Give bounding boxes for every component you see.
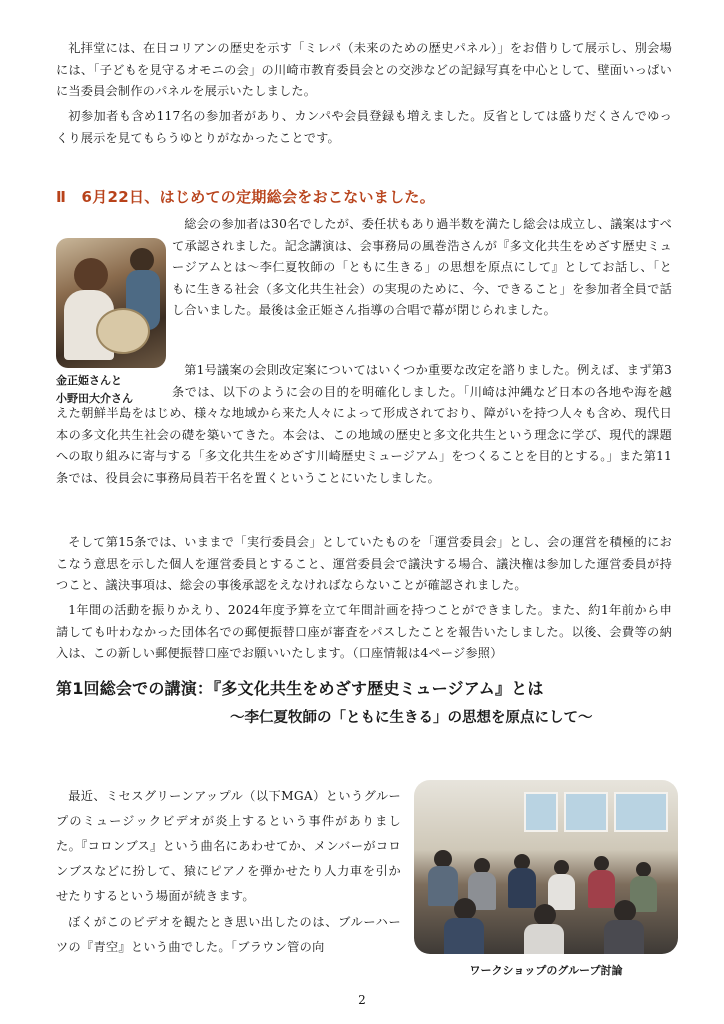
intro-paragraph-2: 初参加者も含め117名の参加者があり、カンパや会員登録も増えました。反省としては盛りだくさんでゆっくり展示を見てもらうゆとりがなかったことです。 [56, 109, 672, 145]
intro-paragraph-1: 礼拝堂には、在日コリアンの歴史を示す「ミレパ（未来のための歴史パネル）」をお借りして展示し、別会場には、「子どもを見守るオモニの会」の川崎市教育委員会との交渉などの記録写真を中心として、壁面いっぱいに当委員会制作のパネルを展示いたしました。 [56, 41, 672, 98]
section1-paragraph-1-text: 総会の参加者は30名でしたが、委任状もあり過半数を満たし総会は成立し、議案はすべて承認されました。記念講演は、会事務局の風巻浩さんが『多文化共生をめざす歴史ミュージアムとは〜李仁夏牧師の「ともに生きる」の思想を原点にして』としてお話し、「ともに生きる社会（多文化共生社会）の実現のために、今、できること」を参加者全員で話し合いました。最後は金正姫さん指導の合唱で幕が閉じられました。 [172, 217, 672, 317]
photo-figure [614, 900, 636, 922]
photo-window [614, 792, 668, 832]
photo-figure [444, 918, 484, 954]
section1-paragraph-2 [56, 360, 672, 489]
section2-heading: 第1回総会での講演：『多文化共生をめざす歴史ミュージアム』とは [56, 679, 544, 698]
section2-paragraph-2: ぼくがこのビデオを観たとき思い出したのは、ブルーハーツの『青空』という曲でした。「ブラウン管の向 [56, 915, 401, 954]
workshop-photo [414, 780, 678, 954]
section1-paragraph-2-text: 第1号議案の会則改定案についてはいくつか重要な改定を諮りました。例えば、まず第3条では、以下のように会の目的を明確化しました。「川崎は沖縄など日本の各地や海を越えた朝鮮半島をはじめ、様々な地域から来た人々によって形成されており、障がいを持つ人々も含め、現代日本の多文化共生社会の礎を築いてきた。本会は、この地域の歴史と多文化共生という理念に学び、現代的課題への取り組みに寄与する「多文化共生をめざす川崎歴史ミュージアム」をつくることを目的とする。」また第11条では、役員会に事務局員若干名を置くということにいたしました。 [56, 363, 672, 485]
section1-paragraph-1 [56, 214, 672, 354]
photo-figure [554, 860, 569, 875]
photo-figure [588, 870, 615, 908]
section2-subheading: 〜李仁夏牧師の「ともに生きる」の思想を原点にして〜 [230, 710, 593, 726]
photo-figure [534, 904, 556, 926]
page-number: 2 [358, 993, 366, 1007]
section1-paragraph-4: 1年間の活動を振りかえり、2024年度予算を立て年間計画を持つことができました。また、約1年前から申請しても叶わなかった団体名での郵便振替口座が審査をパスしたことを報告いたしました。以後、会費等の納入は、この新しい郵便振替口座でお願いいたします。（口座情報は4ページ参照） [56, 603, 672, 660]
photo-figure [594, 856, 609, 871]
caption-line-2: 小野田大介さん [56, 392, 133, 405]
section2-paragraph-1: 最近、ミセスグリーンアップル（以下MGA）というグループのミュージックビデオが炎上するという事件がありました。『コロンブス』という曲名にあわせてか、メンバーがコロンブスなどに扮して、猿にピアノを弾かせたり人力車を引かせたりするという場面が続きます。 [56, 789, 401, 903]
photo-figure [636, 862, 651, 877]
section1-heading: Ⅱ 6月22日、はじめての定期総会をおこないました。 [56, 188, 435, 206]
photo-figure [508, 868, 536, 908]
photo-float-spacer [56, 214, 172, 354]
caption-line-1: 金正姫さんと [56, 374, 122, 387]
photo-figure [524, 924, 564, 954]
photo-window [524, 792, 558, 832]
photo-figure [604, 920, 644, 954]
photo-window [564, 792, 608, 832]
workshop-photo-caption: ワークショップのグループ討論 [469, 964, 623, 977]
photo-figure [548, 874, 575, 910]
photo-figure [454, 898, 476, 920]
section1-paragraph-3: そして第15条では、いままで「実行委員会」としていたものを「運営委員会」とし、会の運営を積極的におこなう意思を示した個人を運営委員とすること、運営委員会で議決する場合、議決権は参加した運営委員が持つこと、議決事項は、総会の事後承認をえなければならないことが確認されました。 [56, 535, 672, 592]
photo-figure [428, 866, 458, 906]
caption-float-spacer [56, 360, 172, 400]
